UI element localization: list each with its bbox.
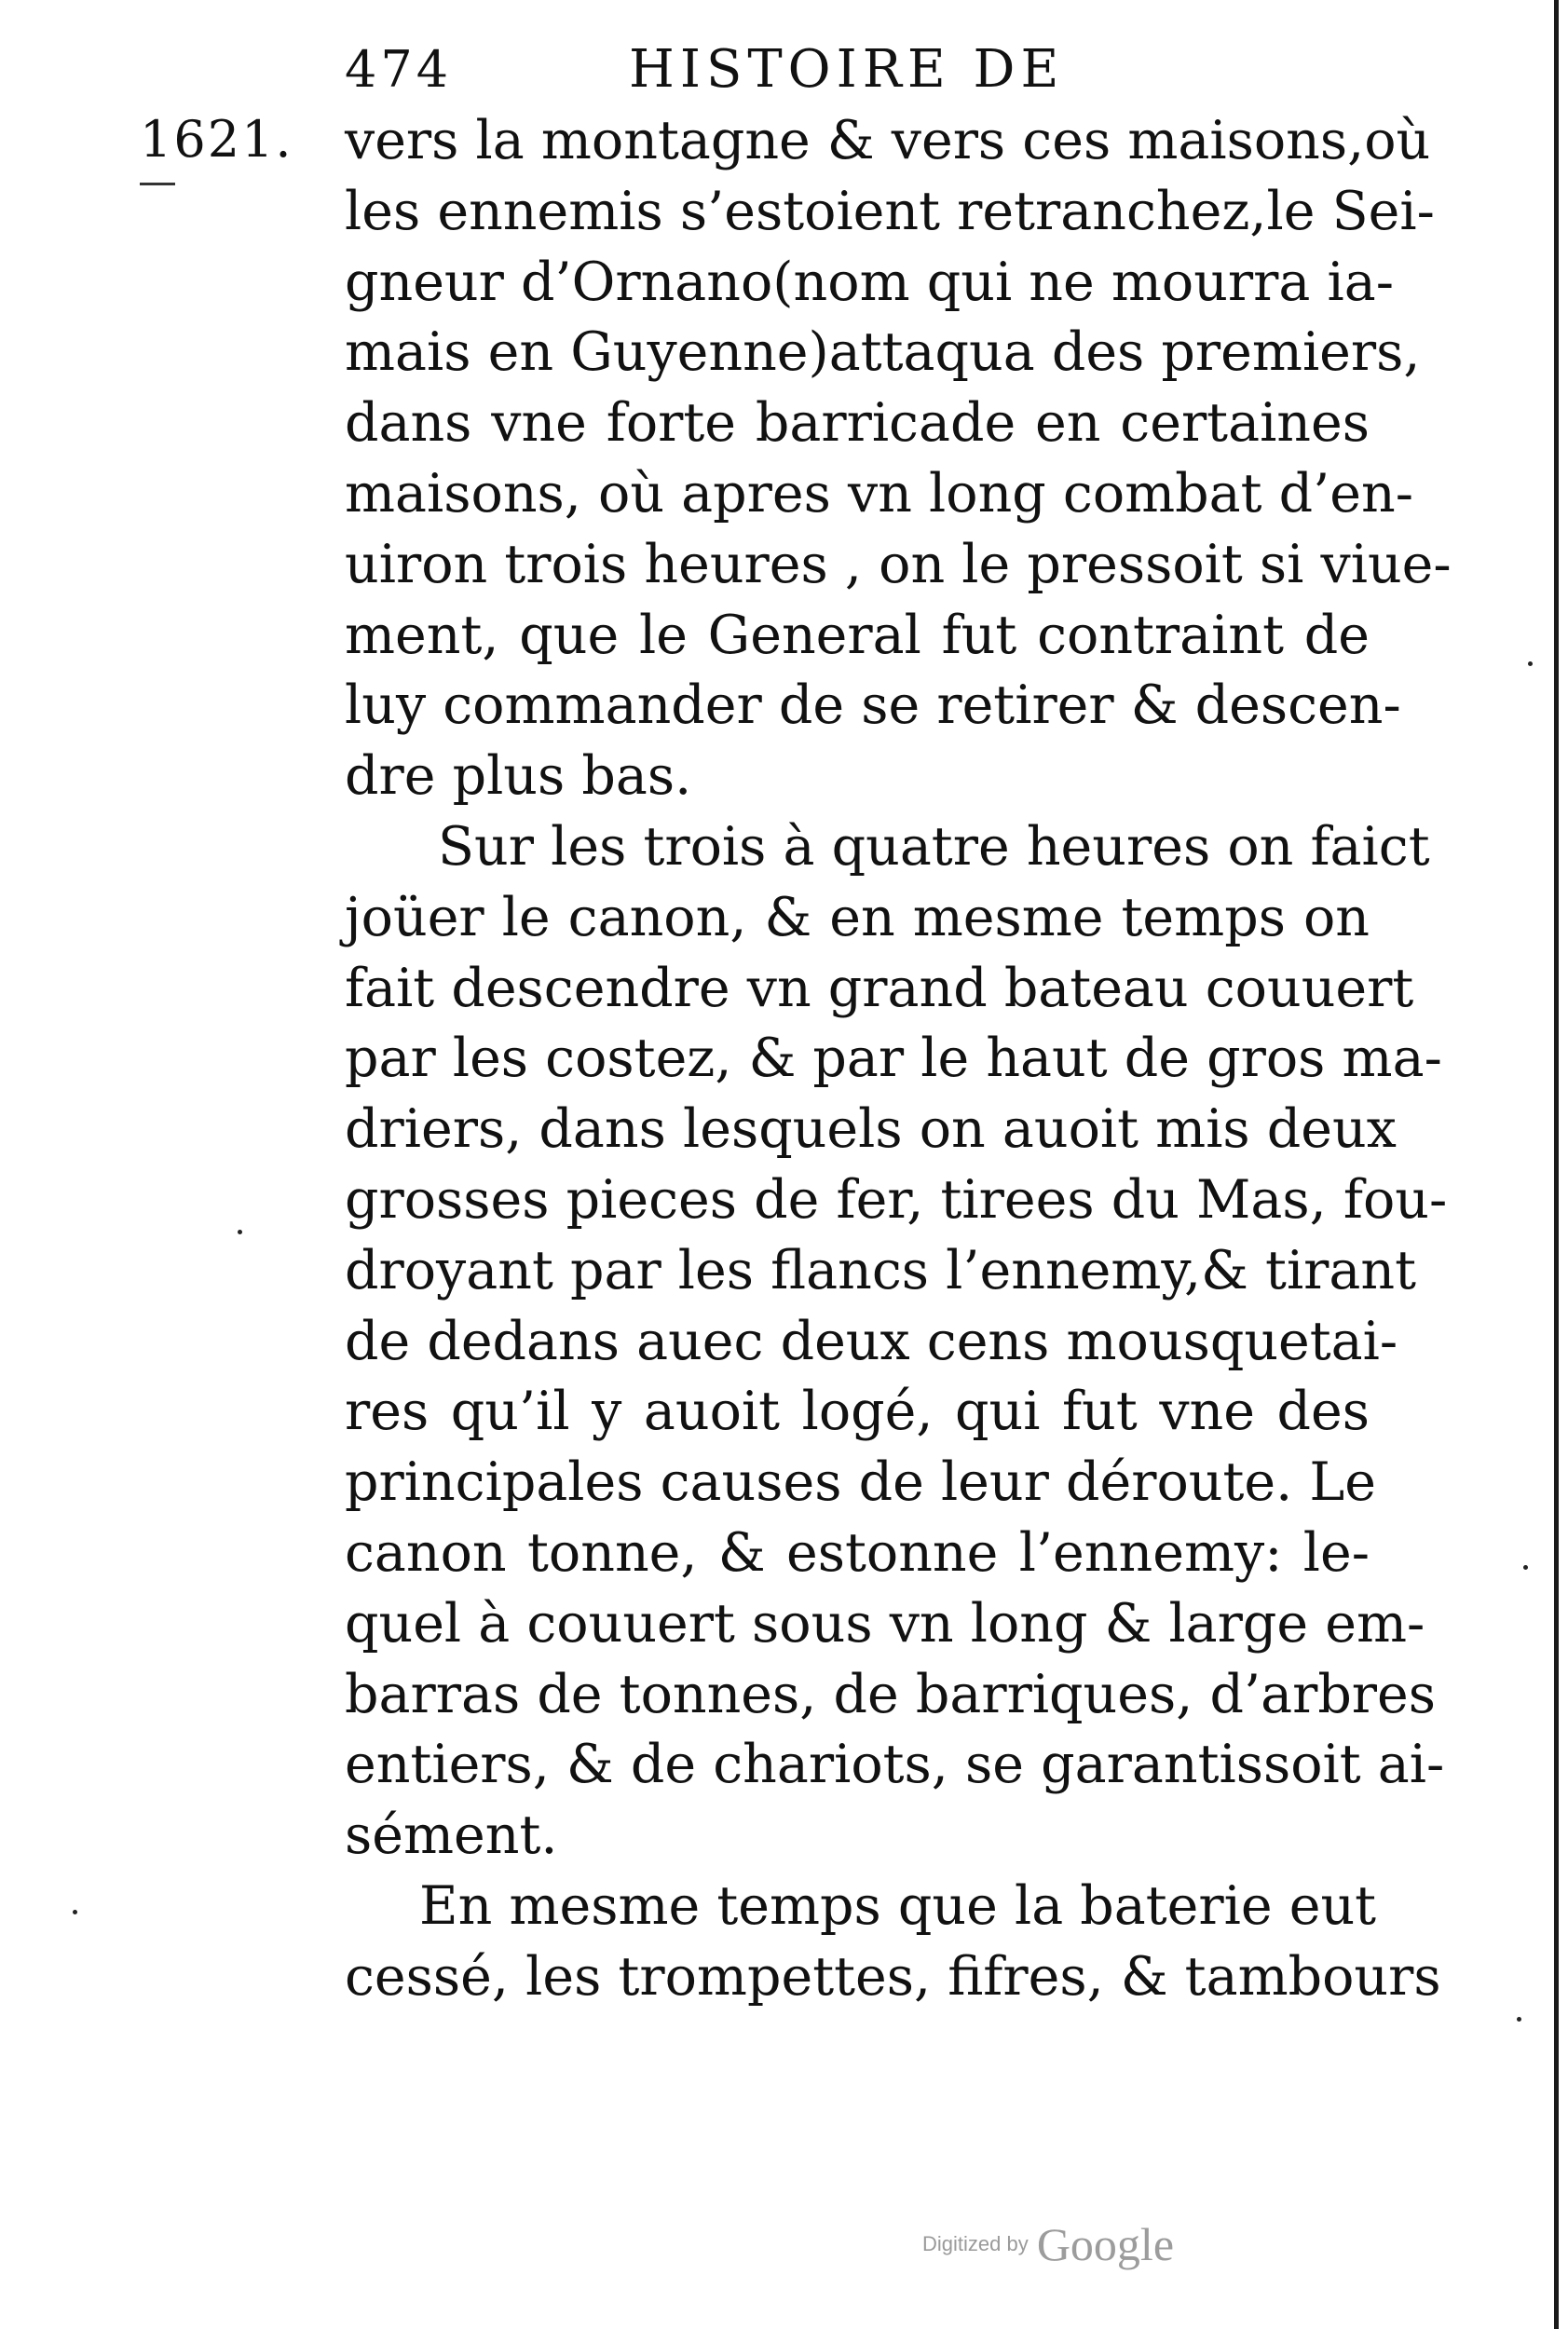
scan-speck xyxy=(1528,661,1533,666)
text-line: de dedans auec deux cens mousquetai- xyxy=(345,1310,1398,1372)
text-line: entiers, & de chariots, se garantissoit ai- xyxy=(345,1734,1445,1796)
text-line: par les costez, & par le haut de gros ma- xyxy=(345,1028,1442,1090)
text-line: joüer le canon, & en mesme temps on xyxy=(345,886,1370,948)
page-number: 474 xyxy=(345,40,453,99)
text-line: gneur d’Ornano(nom qui ne mourra ia- xyxy=(345,251,1395,313)
scan-speck xyxy=(1517,2017,1521,2022)
text-line: principales causes de leur déroute. Le xyxy=(345,1451,1376,1514)
scan-speck xyxy=(238,1230,242,1234)
text-line: droyant par les flancs l’ennemy,& tirant xyxy=(345,1239,1417,1301)
page-edge-shadow xyxy=(1554,0,1559,2329)
running-head xyxy=(345,37,1370,102)
margin-rule xyxy=(140,183,175,185)
scan-speck xyxy=(1523,1565,1528,1570)
text-line: dans vne forte barricade en certaines xyxy=(345,392,1370,455)
digitized-label: Digitized by xyxy=(922,2232,1029,2255)
text-line: res qu’il y auoit logé, qui fut vne des xyxy=(345,1381,1370,1443)
paragraph-start-line: Sur les trois à quatre heures on faict xyxy=(438,815,1430,878)
digitized-by-google-watermark xyxy=(922,2217,1174,2273)
text-line: maisons, où apres vn long combat d’en- xyxy=(345,462,1413,524)
text-line: grosses pieces de fer, tirees du Mas, fou- xyxy=(345,1168,1448,1231)
scan-speck xyxy=(73,1910,77,1914)
text-line: luy commander de se retirer & descen- xyxy=(345,674,1401,737)
paragraph-start-line: En mesme temps que la baterie eut xyxy=(419,1874,1377,1937)
text-line: driers, dans lesquels on auoit mis deux xyxy=(345,1098,1397,1161)
text-line: barras de tonnes, de barriques, d’arbres xyxy=(345,1663,1437,1725)
body-text xyxy=(345,106,1452,2013)
running-title: HISTOIRE DE xyxy=(629,39,1065,100)
text-line: vers la montagne & vers ces maisons,où xyxy=(345,110,1431,171)
text-line: ment, que le General fut contraint de xyxy=(345,604,1370,666)
text-line: fait descendre vn grand bateau couuert xyxy=(345,957,1414,1019)
text-line: mais en Guyenne)attaqua des premiers, xyxy=(345,321,1421,384)
text-line: quel à couuert sous vn long & large em- xyxy=(345,1592,1425,1655)
text-line: sément. xyxy=(345,1805,558,1867)
text-line: cessé, les trompettes, fifres, & tambours xyxy=(345,1945,1441,2008)
margin-year: 1621. xyxy=(140,110,293,169)
text-line: uiron trois heures , on le pressoit si viue- xyxy=(345,533,1452,595)
text-line: les ennemis s’estoient retranchez,le Sei- xyxy=(345,180,1435,242)
text-line: dre plus bas. xyxy=(345,745,692,808)
text-line: canon tonne, & estonne l’ennemy: le- xyxy=(345,1521,1370,1584)
google-logo: Google xyxy=(1036,2218,1175,2270)
